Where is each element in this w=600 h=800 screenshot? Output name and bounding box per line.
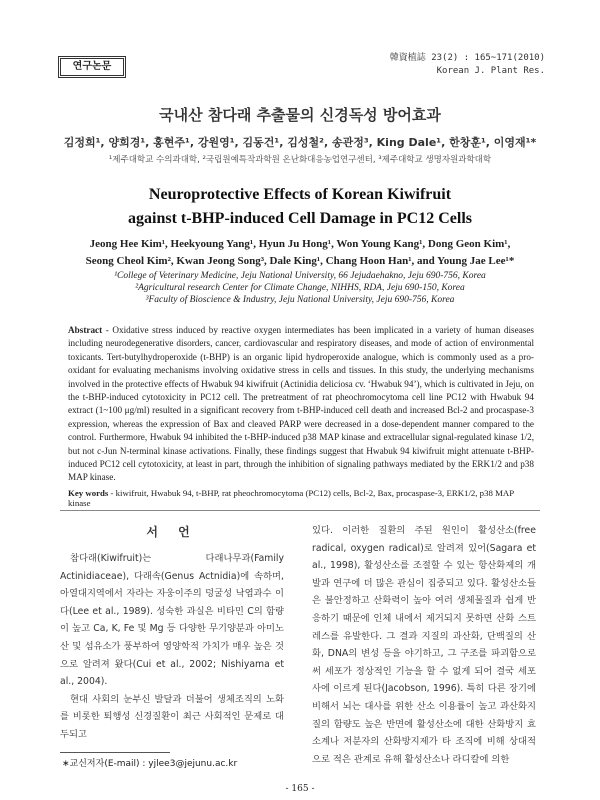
korean-authors: 김정희¹, 양희경¹, 홍현주¹, 강원영¹, 김동건¹, 김성철², 송관정³, King Dale¹, 한창훈¹, 이영재¹*: [63, 136, 537, 149]
body-paragraph-2: 현대 사회의 눈부신 발달과 더불어 생체조직의 노화를 비롯한 퇴행성 신경질환이 최근 사회적인 문제로 대두되고: [60, 693, 284, 740]
page-number: - 165 -: [285, 784, 315, 794]
abstract-label: Abstract: [68, 325, 103, 335]
article-type-tag: 연구논문: [60, 58, 124, 76]
keywords-text: - kiwifruit, Hwabuk 94, t-BHP, rat pheochromocytoma (PC12) cells, Bcl-2, Bax, procaspase-3, ERK1/2, p38 MAP kinase: [68, 488, 514, 508]
english-affiliations: [0, 270, 600, 306]
english-authors: [0, 236, 600, 270]
abstract: [68, 324, 534, 485]
section-divider: [60, 510, 540, 511]
affiliation-3: ³Faculty of Bioscience & Industry, Jeju National University, Jeju 690-756, Korea: [145, 295, 455, 305]
english-authors-line1: Jeong Hee Kim¹, Heekyoung Yang¹, Hyun Ju Hong¹, Won Young Kang¹, Dong Geon Kim¹,: [89, 238, 511, 250]
body-paragraph-1: 참다래(Kiwifruit)는 다래나무과(Family Actinidiaceae), 다래속(Genus Actnidia)에 속하며, 아열대지역에서 자라는 자웅이주의 덩굴성 낙엽과수 이다(Lee et al., 1989). 성숙한 과실은 비타민 C의 함량이 높고 Ca, K, Fe 및 Mg 등 다양한 무기양분과 아미노산 및 섬유소가 풍부하여 영양학적 가치가 매우 높은 것으로 알려져 왔다(Cui et al., 2002; Nishiyama et al., 2004).: [60, 553, 284, 688]
keywords-label: Key words: [68, 488, 109, 498]
english-title: [0, 183, 600, 231]
body-paragraph-3: 있다. 이러한 질환의 주된 원인이 활성산소(free radical, oxygen radical)로 알려져 있어(Sagara et al., 1998), 활성산소를 조절할 수 있는 항산화제의 개발과 연구에 더 많은 관심이 집중되고 있다. 활성산소들은 불안정하고 산화력이 높아 여러 생체물질과 쉽게 반응하기 때문에 인체 내에서 제거되지 못하면 산화 스트레스를 유발한다. 그 결과 지질의 과산화, 단백질의 산화, DNA의 변성 등을 야기하고, 그 구조를 파괴함으로써 세포가 정상적인 기능을 할 수 없게 되어 결국 세포사에 이르게 된다(Jacobson, 1996). 특히 다른 장기에 비해서 뇌는 대사를 위한 산소 이용률이 높고 과산화지질의 함량도 높은 반면에 활성산소에 대한 산화방지 효소계나 저분자의 산화방지제가 타 조직에 비해 상대적으로 적은 관계로 유해 활성산소나 라디칼에 의한: [312, 525, 536, 765]
right-column: [312, 522, 536, 768]
abstract-text: - Oxidative stress induced by reactive oxygen intermediates has been implicated in a variety of human diseases including neurodegenerative disorders, cancer, cardiovascular and respiratory diseases, and mode of action of environmental toxicants. Tert-butylhydroperoxide (t-BHP) is an organic lipid hydroperoxide analogue, which is commonly used as a pro-oxidant for evaluating mechanisms involving oxidative stress in cells and tissues. In this study, the underlying mechanisms involved in the protective effects of Hwabuk 94 kiwifruit (Actinidia deliciosa cv. ‘Hwabuk 94’), which is cultivated in Jeju, on the t-BHP-induced cytotoxicity in PC12 cell. The pretreatment of rat pheochromocytoma cell line PC12 with Hwabuk 94 extract (1~100 μg/ml) resulted in a significant recovery from t-BHP-induced cell death and increased Bcl-2 and procaspase-3 expression, whereas the expression of Bax and cleaved PARP were decreased in a dose-dependent manner compared to the control. Furthermore, Hwabuk 94 inhibited the t-BHP-induced p38 MAP kinase and extracellular signal-regulated kinase 1/2, but not c-Jun N-terminal kinase activations. Finally, these findings suggest that Hwabuk 94 kiwifruit might attenuate t-BHP-induced PC12 cell cytotoxicity, at least in part, through the inhibition of signaling pathways mediated by the ERK1/2 and p38 MAP kinase.: [68, 325, 534, 483]
korean-affiliations: ¹제주대학교 수의과대학, ²국립원예특작과학원 온난화대응농업연구센터, ³제주대학교 생명자원과학대학: [108, 155, 492, 165]
english-authors-line2: Seong Cheol Kim², Kwan Jeong Song³, Dale King¹, Chang Hoon Han¹, and Young Jae Lee¹*: [85, 255, 515, 267]
journal-citation-line1: 韓資植誌 23(2) : 165~171(2010): [389, 53, 545, 63]
keywords: [68, 488, 538, 508]
section-heading: 서 언: [146, 525, 198, 539]
corresponding-author-footnote: ∗교신저자(E-mail) : yjlee3@jejunu.ac.kr: [62, 759, 238, 769]
korean-title: 국내산 참다래 추출물의 신경독성 방어효과: [159, 106, 441, 124]
journal-citation-line2: Korean J. Plant Res.: [436, 66, 545, 76]
left-column: [60, 522, 284, 744]
affiliation-1: ¹College of Veterinary Medicine, Jeju National University, 66 Jejudaehakno, Jeju 690-756, Korea: [114, 271, 486, 281]
journal-citation: [390, 52, 545, 78]
affiliation-2: ²Agricultural research Center for Climate Change, NIHHS, RDA, Jeju 690-150, Korea: [135, 283, 465, 293]
english-title-line2: against t-BHP-induced Cell Damage in PC12 Cells: [128, 210, 472, 227]
footnote-divider: [60, 752, 170, 753]
english-title-line1: Neuroprotective Effects of Korean Kiwifruit: [148, 186, 452, 203]
